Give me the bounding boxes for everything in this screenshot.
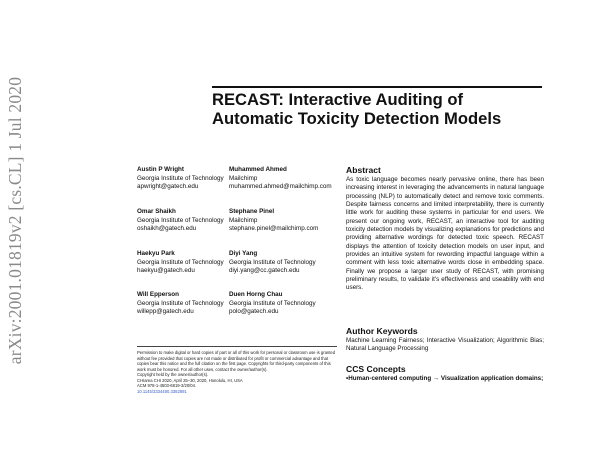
ccs-heading: CCS Concepts	[346, 364, 406, 374]
venue-line: CHIarea CHI 2020, April 25–30, 2020, Honolulu, HI, USA	[137, 377, 243, 383]
abstract-section	[346, 165, 544, 293]
author-email[interactable]: polo@gatech.edu	[229, 308, 279, 316]
author-name: Stephane Pinel	[229, 208, 275, 215]
permission-notice: Permission to make digital or hard copies of part or all of this work for personal or classroom use is granted without fee provided that copies are not made or distributed for profit or commercial advantage and that copies bear this notice and the full citation on the first page. Copyrights for third-party components of this work must be honored. For all other uses, contact the owner/author(s).	[137, 350, 336, 372]
author-affiliation: Mailchimp	[229, 216, 258, 224]
author-email[interactable]: apwright@gatech.edu	[137, 183, 199, 191]
acm-isbn: ACM 978-1-4503-6819-3/20/04.	[137, 383, 197, 388]
author-name: Haekyu Park	[137, 250, 175, 257]
abstract-text: As toxic language becomes nearly pervasive online, there has been increasing interest in leveraging the advancements in natural language processing (NLP) to automatically detect and remove toxic comments. Despite fairness concerns and limited interpretability, there is currently little work for auditing these systems in particular for end users. We present our ongoing work, RECAST, an interactive tool for auditing toxicity detection models by visualizing explanations for predictions and providing alternative wordings for detected toxic speech. RECAST displays the attention of toxicity detection models on user input, and provides an intuitive system for rewording impactful language within a comment with less toxic alternative words close in embedding space. Finally we propose a larger user study of RECAST, with promising preliminary results, to validate it's effectiveness and useability with end users.	[346, 176, 544, 292]
author-affiliation: Georgia Institute of Technology	[137, 258, 224, 266]
author-card	[137, 291, 237, 317]
paper-title: RECAST: Interactive Auditing of Automatic Toxicity Detection Models	[212, 90, 502, 128]
copyright-line: Copyright held by the owner/author(s).	[137, 372, 209, 377]
keywords-section	[346, 326, 544, 354]
keywords-text: Machine Learning Fairness; Interactive Visualization; Algorithmic Bias; Natural Language Processing	[346, 337, 544, 353]
author-email[interactable]: diyi.yang@cc.gatech.edu	[229, 267, 300, 275]
author-affiliation: Georgia Institute of Technology	[137, 299, 224, 307]
title-rule	[212, 86, 542, 88]
author-card	[229, 291, 329, 317]
author-email[interactable]: oshaikh@gatech.edu	[137, 225, 197, 233]
author-affiliation: Georgia Institute of Technology	[229, 299, 316, 307]
author-name: Will Epperson	[137, 291, 179, 298]
author-email[interactable]: muhammed.ahmed@mailchimp.com	[229, 183, 332, 191]
author-name: Austin P Wright	[137, 166, 184, 173]
author-affiliation: Mailchimp	[229, 174, 258, 182]
author-card	[229, 166, 332, 192]
ccs-section	[346, 364, 544, 383]
ccs-text: •Human-centered computing → Visualization application domains;	[346, 375, 544, 382]
author-card	[137, 166, 237, 192]
author-name: Diyi Yang	[229, 250, 258, 257]
abstract-heading: Abstract	[346, 165, 381, 175]
arxiv-stamp-text: arXiv:2001.01819v2 [cs.CL] 1 Jul 2020	[5, 76, 26, 364]
author-card	[137, 208, 237, 234]
author-affiliation: Georgia Institute of Technology	[229, 258, 316, 266]
author-card	[229, 208, 329, 234]
arxiv-stamp	[6, 30, 26, 410]
doi-link[interactable]: 10.1145/3334480.3382891	[137, 388, 187, 394]
author-name: Omar Shaikh	[137, 208, 176, 215]
copyright-footnote	[137, 346, 337, 394]
author-email[interactable]: willepp@gatech.edu	[137, 308, 194, 316]
keywords-heading: Author Keywords	[346, 326, 418, 336]
author-card	[229, 250, 329, 276]
author-email[interactable]: stephane.pinel@mailchimp.com	[229, 225, 319, 233]
author-card	[137, 250, 237, 276]
author-email[interactable]: haekyu@gatech.edu	[137, 267, 195, 275]
author-affiliation: Georgia Institute of Technology	[137, 174, 224, 182]
author-name: Muhammed Ahmed	[229, 166, 287, 173]
author-name: Duen Horng Chau	[229, 291, 283, 298]
author-affiliation: Georgia Institute of Technology	[137, 216, 224, 224]
